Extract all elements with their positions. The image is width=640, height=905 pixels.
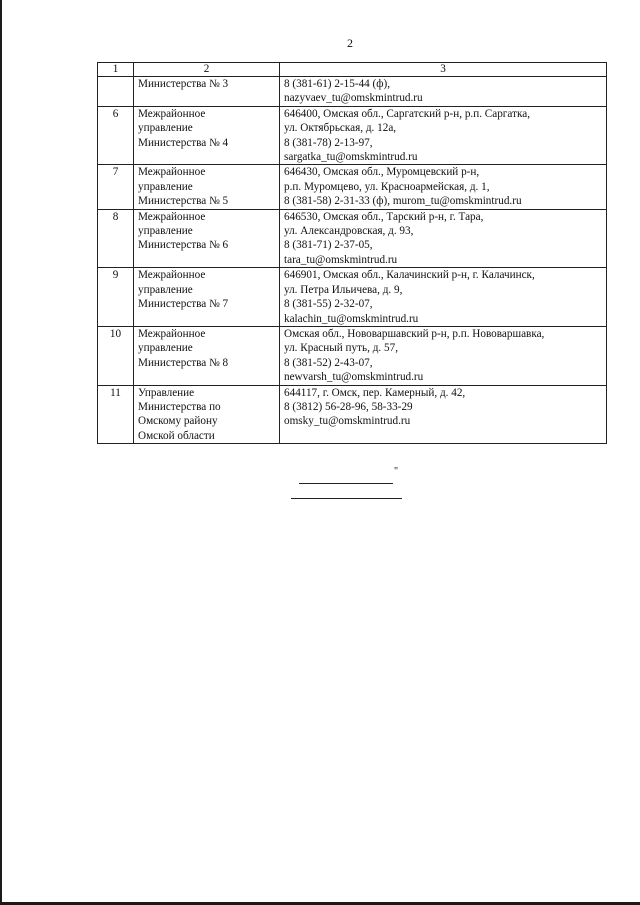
contact-line: 8 (381-58) 2-31-33 (ф), murom_tu@omskmintrud.ru <box>284 195 522 208</box>
scan-left-edge <box>0 0 2 905</box>
row-number: 7 <box>98 165 134 209</box>
table-row <box>98 385 607 444</box>
header-col-2: 2 <box>134 63 280 77</box>
end-rule <box>291 498 402 499</box>
offices-table <box>97 62 607 444</box>
row-number: 9 <box>98 268 134 327</box>
office-name-line: управление <box>138 283 193 296</box>
contact-line: omsky_tu@omskmintrud.ru <box>284 415 411 428</box>
row-number: 8 <box>98 209 134 268</box>
contact-line: 646901, Омская обл., Калачинский р-н, г. Калачинск, <box>284 269 535 282</box>
office-name-line: управление <box>138 122 193 135</box>
row-number <box>98 77 134 107</box>
office-name-cell <box>134 77 280 107</box>
contact-line: 8 (381-52) 2-43-07, <box>284 356 373 369</box>
contacts-cell <box>280 385 607 444</box>
office-name-line: управление <box>138 342 193 355</box>
contacts-cell <box>280 106 607 165</box>
office-name-cell <box>134 326 280 385</box>
contact-line: 646400, Омская обл., Саргатский р-н, р.п. Саргатка, <box>284 107 530 120</box>
office-name-cell <box>134 385 280 444</box>
office-name-line: Министерства № 8 <box>138 356 229 369</box>
contacts-cell <box>280 268 607 327</box>
office-name-cell <box>134 268 280 327</box>
contact-line: 8 (381-78) 2-13-97, <box>284 136 373 149</box>
contact-line: 8 (381-71) 2-37-05, <box>284 239 373 252</box>
contact-line: Омская обл., Нововаршавский р-н, р.п. Нововаршавка, <box>284 327 545 340</box>
office-name-line: Министерства № 3 <box>138 78 229 90</box>
page-number: 2 <box>347 36 353 50</box>
header-col-1: 1 <box>98 63 134 77</box>
office-name-line: управление <box>138 180 193 193</box>
contact-line: ул. Октябрьская, д. 12а, <box>284 122 397 135</box>
contact-line: 8 (381-55) 2-32-07, <box>284 298 373 311</box>
contact-line: 646530, Омская обл., Тарский р-н, г. Тара, <box>284 210 484 223</box>
table-row <box>98 326 607 385</box>
contact-line: 8 (381-61) 2-15-44 (ф), <box>284 78 391 90</box>
contacts-cell <box>280 165 607 209</box>
office-name-line: Управление <box>138 386 195 399</box>
table-header-row <box>98 63 607 77</box>
contact-line: nazyvaev_tu@omskmintrud.ru <box>284 92 423 105</box>
contact-line: ул. Петра Ильичева, д. 9, <box>284 283 403 296</box>
office-name-line: Межрайонное <box>138 327 206 340</box>
office-name-line: Министерства № 4 <box>138 136 229 149</box>
row-number: 6 <box>98 106 134 165</box>
office-name-line: Межрайонное <box>138 166 206 179</box>
contact-line: 646430, Омская обл., Муромцевский р-н, <box>284 166 480 179</box>
contacts-cell <box>280 209 607 268</box>
table-row <box>98 77 607 107</box>
table-row <box>98 209 607 268</box>
closing-quote: " <box>394 466 399 477</box>
contact-line: kalachin_tu@omskmintrud.ru <box>284 312 419 325</box>
office-name-line: Министерства по <box>138 400 221 413</box>
table-row <box>98 165 607 209</box>
row-number: 11 <box>98 385 134 444</box>
contact-line: ул. Красный путь, д. 57, <box>284 342 398 355</box>
office-name-cell <box>134 165 280 209</box>
office-name-line: Министерства № 7 <box>138 298 229 311</box>
office-name-cell <box>134 209 280 268</box>
header-col-3: 3 <box>280 63 607 77</box>
contact-line: sargatka_tu@omskmintrud.ru <box>284 151 418 164</box>
contact-line: р.п. Муромцево, ул. Красноармейская, д. 1, <box>284 180 490 193</box>
office-name-line: Министерства № 5 <box>138 195 229 208</box>
office-name-line: Межрайонное <box>138 210 206 223</box>
closing-rule <box>299 483 393 484</box>
contact-line: 644117, г. Омск, пер. Камерный, д. 42, <box>284 386 466 399</box>
office-name-line: Межрайонное <box>138 269 206 282</box>
office-name-line: Омской области <box>138 429 215 442</box>
contact-line: ул. Александровская, д. 93, <box>284 225 414 238</box>
contact-line: tara_tu@omskmintrud.ru <box>284 253 398 266</box>
offices-table-body <box>98 63 607 444</box>
contacts-cell <box>280 77 607 107</box>
contact-line: 8 (3812) 56-28-96, 58-33-29 <box>284 400 413 413</box>
table-row <box>98 106 607 165</box>
office-name-line: Омскому району <box>138 415 218 428</box>
contact-line: newvarsh_tu@omskmintrud.ru <box>284 371 424 384</box>
office-name-line: Межрайонное <box>138 107 206 120</box>
office-name-line: Министерства № 6 <box>138 239 229 252</box>
row-number: 10 <box>98 326 134 385</box>
table-row <box>98 268 607 327</box>
office-name-cell <box>134 106 280 165</box>
contacts-cell <box>280 326 607 385</box>
office-name-line: управление <box>138 225 193 238</box>
